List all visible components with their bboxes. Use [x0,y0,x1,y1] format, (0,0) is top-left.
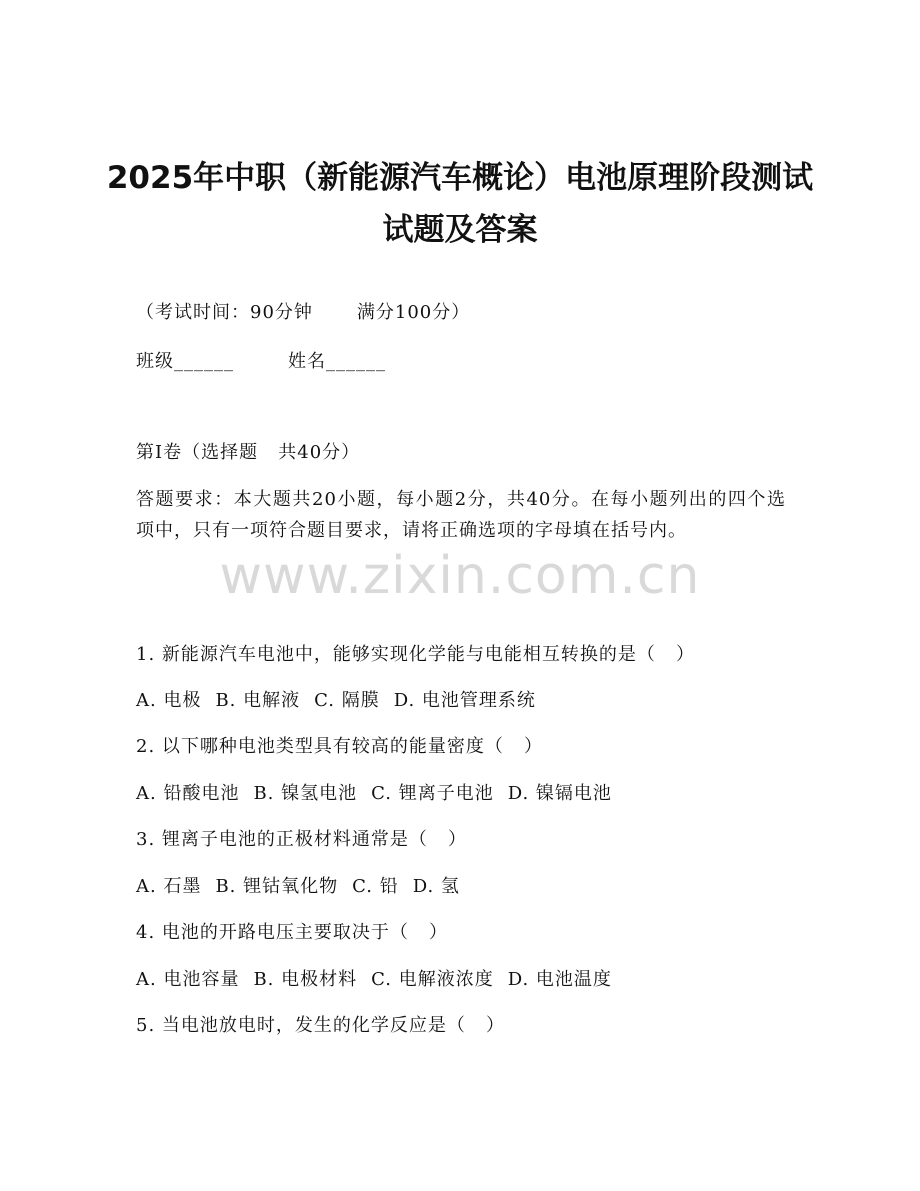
question-2-options [136,782,626,806]
option-c: C. 锂离子电池 [371,783,494,804]
question-3-stem: 3. 锂离子电池的正极材料通常是（ ） [136,829,468,850]
section-instructions: 答题要求：本大题共20小题，每小题2分，共40分。在每小题列出的四个选项中，只有一项符合题目要求，请将正确选项的字母填在括号内。 [136,489,786,541]
option-b: B. 锂钴氧化物 [215,876,339,897]
question-4-options [136,968,626,992]
watermark: www.zixin.com.cn [219,546,701,606]
question-2-stem: 2. 以下哪种电池类型具有较高的能量密度（ ） [136,736,544,757]
option-d: D. 电池温度 [507,969,612,990]
option-a: A. 铅酸电池 [136,783,240,804]
section-heading: 第I卷（选择题 共40分） [136,442,361,463]
question-5-stem: 5. 当电池放电时，发生的化学反应是（ ） [136,1015,506,1036]
option-c: C. 铅 [352,876,399,897]
option-c: C. 电解液浓度 [371,969,494,990]
option-d: D. 镍镉电池 [507,783,612,804]
question-1-stem: 1. 新能源汽车电池中，能够实现化学能与电能相互转换的是（ ） [136,644,696,665]
option-b: B. 电极材料 [253,969,358,990]
option-b: B. 电解液 [215,690,301,711]
option-d: D. 电池管理系统 [393,690,536,711]
exam-info [136,301,470,325]
option-d: D. 氢 [412,876,460,897]
exam-full-score: 满分100分） [356,302,471,323]
option-a: A. 电极 [136,690,202,711]
option-a: A. 石墨 [136,876,202,897]
question-4-stem: 4. 电池的开路电压主要取决于（ ） [136,922,449,943]
option-b: B. 镍氢电池 [253,783,358,804]
question-1-options [136,689,550,713]
option-c: C. 隔膜 [314,690,380,711]
student-fields [136,350,386,374]
option-a: A. 电池容量 [136,969,240,990]
name-field-label: 姓名______ [288,351,386,372]
document-title: 2025年中职（新能源汽车概论）电池原理阶段测试试题及答案 [106,160,814,248]
question-3-options [136,875,474,899]
exam-time: （考试时间：90分钟 [136,302,313,323]
class-field-label: 班级______ [136,351,234,372]
